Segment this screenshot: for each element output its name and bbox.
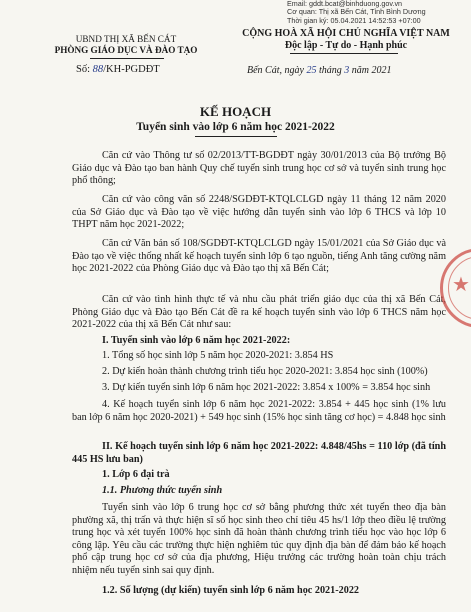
document-number	[76, 64, 160, 75]
digital-signature-info	[287, 0, 467, 25]
date-suffix: năm 2021	[351, 65, 392, 76]
section-1-item-3: 3. Dự kiến tuyển sinh lớp 6 năm học 2021-2022: 3.854 x 100% = 3.854 học sinh	[102, 382, 431, 393]
basis-paragraph-3: Căn cứ Văn bản số 108/SGDĐT-KTQLCLGD ngày 15/01/2021 của Sở Giáo dục và Đào tạo về việc thống nhất kế hoạch tuyển sinh lớp 6 tạo nguồn, tiếng Anh tăng cường năm học 2021-2022 của Phòng Giáo dục và Đào tạo thị xã Bến Cát;	[72, 238, 446, 275]
issuer-parent: UBND THỊ XÃ BẾN CÁT	[75, 34, 177, 44]
title-underline	[195, 136, 277, 137]
section-1-item-2: 2. Dự kiến hoàn thành chương trình tiểu học 2020-2021: 3.854 học sinh (100%)	[102, 366, 428, 377]
date-prefix: Bến Cát, ngày	[247, 65, 304, 76]
document-number-suffix: /KH-PGDĐT	[103, 64, 160, 75]
issuer-header	[46, 34, 206, 56]
signature-email: Email: gddt.bcat@binhduong.gov.vn	[287, 0, 403, 8]
stamp-star-icon: ★	[452, 274, 470, 296]
document-subtitle: Tuyển sinh vào lớp 6 năm học 2021-2022	[136, 121, 335, 133]
section-1-item-1: 1. Tổng số học sinh lớp 5 năm học 2020-2021: 3.854 HS	[102, 350, 334, 361]
document-date	[247, 65, 391, 76]
signature-agency: Cơ quan: Thị xã Bến Cát, Tỉnh Bình Dương	[287, 7, 426, 17]
admission-method-paragraph: Tuyển sinh vào lớp 6 trung học cơ sở bằng phương thức xét tuyển theo địa bàn phường xã, thị trấn và thực hiện sĩ số học sinh theo chỉ tiêu 45 hs/1 lớp theo điều lệ trường trung học và xét tuyển 100% học sinh đã hoàn thành chương trình tiểu học vào học lớp 6 công lập. Yêu cầu các trường thực hiện nghiêm túc quy định địa bàn để đảm bảo kế hoạch phổ cập trung học cơ sở của địa phương, Hiệu trưởng các trường hoàn toàn chịu trách nhiệm nếu tuyển sinh sai quy định.	[72, 502, 446, 576]
issuer-underline	[90, 58, 164, 59]
basis-paragraph-2: Căn cứ vào công văn số 2248/SGDĐT-KTQLCLGD ngày 11 tháng 12 năm 2020 của Sở Giáo dục và Đào tạo về việc hướng dẫn tuyển sinh vào lớp 6 THCS và lớp 10 THPT năm học 2021-2022;	[72, 194, 446, 231]
document-number-value: 88	[92, 64, 104, 75]
date-month: 3	[344, 65, 350, 76]
section-2-heading: II. Kế hoạch tuyển sinh lớp 6 năm học 2021-2022: 4.848/45hs = 110 lớp (đã tính 445 HS lưu ban)	[72, 441, 446, 465]
national-title: CỘNG HOÀ XÃ HỘI CHỦ NGHĨA VIỆT NAM	[242, 28, 450, 39]
issuer-name: PHÒNG GIÁO DỤC VÀ ĐÀO TẠO	[54, 45, 198, 55]
basis-paragraph-1: Căn cứ vào Thông tư số 02/2013/TT-BGDĐT ngày 30/01/2013 của Bộ trưởng Bộ Giáo dục và Đào tạo ban hành Quy chế tuyển sinh trung học cơ sở và tuyển sinh trung học phổ thông;	[72, 150, 446, 187]
section-1-heading: I. Tuyển sinh vào lớp 6 năm học 2021-2022:	[102, 335, 291, 346]
subsection-1-2-heading: 1.2. Số lượng (dự kiến) tuyển sinh lớp 6 năm học 2021-2022	[102, 585, 360, 596]
document-number-prefix: Số:	[76, 64, 91, 75]
basis-paragraph-4: Căn cứ vào tình hình thực tế và nhu cầu phát triển giáo dục của thị xã Bến Cát, Phòng Giáo dục và Đào tạo Bến Cát đề ra kế hoạch tuyển sinh vào lớp 6 THCS năm học 2021-2022 của thị xã Bến Cát như sau:	[72, 294, 446, 331]
motto-underline	[290, 53, 398, 54]
date-mid: tháng	[318, 65, 342, 76]
subsection-1-heading: 1. Lớp 6 đại trà	[102, 469, 170, 480]
date-day: 25	[306, 65, 317, 76]
national-motto: Độc lập - Tự do - Hạnh phúc	[284, 40, 408, 51]
section-1-item-4: 4. Kế hoạch tuyển sinh lớp 6 năm học 2021-2022: 3.854 + 445 học sinh (1% lưu ban lớp 6 năm học 2020-2021) + 549 học sinh (15% học sinh tăng cơ học) = 4.848 học sinh	[72, 399, 446, 423]
national-header	[230, 28, 462, 52]
document-title: KẾ HOẠCH	[199, 104, 272, 119]
signature-time: Thời gian ký: 05.04.2021 14:52:53 +07:00	[287, 15, 421, 25]
subsection-1-1-heading: 1.1. Phương thức tuyển sinh	[102, 485, 223, 496]
